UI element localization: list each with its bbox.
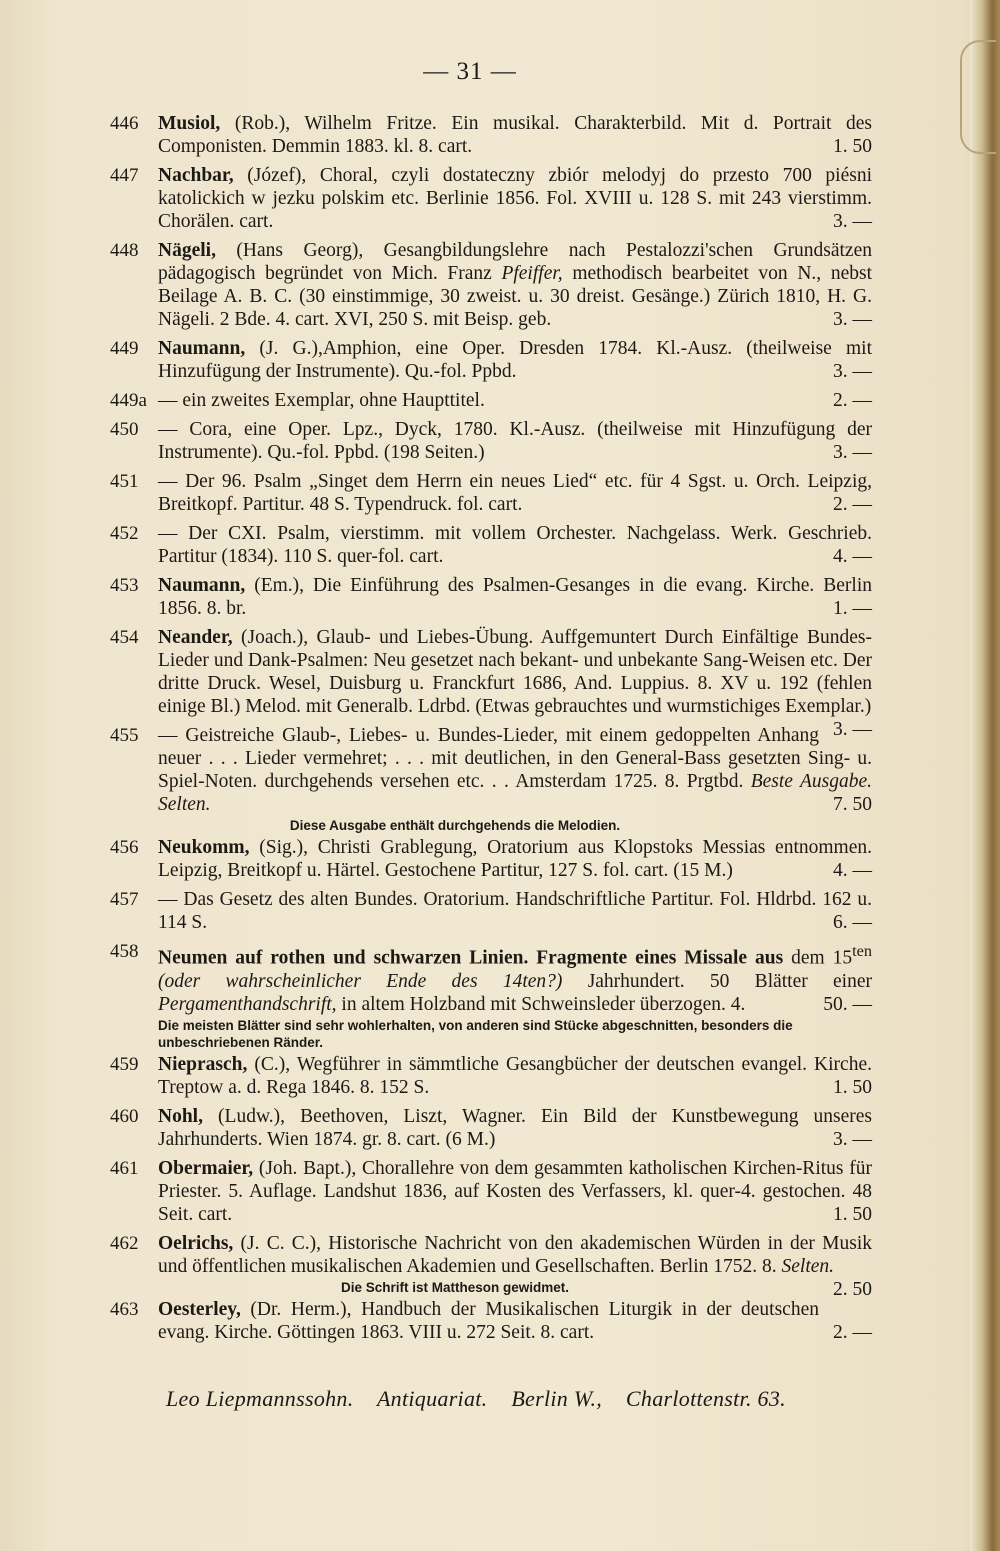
catalog-entry	[110, 724, 872, 834]
entry-note: Diese Ausgabe enthält durchgehends die Melodien.	[289, 818, 621, 833]
entry-number: 463	[110, 1298, 139, 1320]
entry-number: 446	[110, 113, 139, 134]
entry-price: 1. 50	[833, 1076, 872, 1098]
entry-description: — Der CXI. Psalm, vierstimm. mit vollem Orchester. Nachgelass. Werk. Geschrieb. Partitur (1834). 110 S. quer-fol. cart.	[158, 523, 872, 567]
entry-price: 2. —	[833, 390, 872, 411]
catalog-entry	[110, 337, 872, 383]
entry-number: 457	[110, 889, 139, 910]
entry-price: 2. —	[833, 1321, 872, 1343]
entry-description-end: in altem Holzband mit Schweinsleder überzogen. 4.	[336, 993, 746, 1015]
catalog-entry	[110, 389, 872, 412]
entry-price: 2. 50	[833, 1278, 872, 1300]
entry-author: Neander,	[158, 627, 233, 648]
entry-superscript: ten	[852, 942, 872, 960]
entry-description: — Geistreiche Glaub-, Liebes- u. Bundes-Lieder, mit einem gedoppelten Anhang neuer . . . Lieder vermehret; . . . mit deutlichen, in den General-Bass gesetzten Sing- u. Spiel-Noten. durchgehends versehen etc. . . Amsterdam 1725. 8. Prgtbd.	[158, 725, 872, 792]
entry-price: 2. —	[833, 494, 872, 515]
entry-number: 452	[110, 523, 139, 544]
entry-description: (Joh. Bapt.), Chorallehre von dem gesammten katholischen Kirchen-Ritus für Priester. 5. Auflage. Landshut 1836, auf Kosten des Verfassers, kl. quer-4. gestochen. 48 Seit. cart.	[158, 1157, 872, 1225]
entry-note: Die meisten Blätter sind sehr wohlerhalten, von anderen sind Stücke abgeschnitten, besonders die unbeschriebenen Ränder.	[158, 1017, 793, 1050]
entry-author: Neukomm,	[158, 837, 250, 858]
entry-price: 1. —	[833, 598, 872, 619]
entry-price: 7. 50	[833, 794, 872, 815]
entry-number: 461	[110, 1157, 139, 1179]
entry-price: 4. —	[833, 546, 872, 567]
entry-number: 460	[110, 1105, 139, 1127]
entry-price: 3. —	[833, 309, 872, 330]
catalog-entry	[110, 1053, 872, 1099]
entry-description: — ein zweites Exemplar, ohne Haupttitel.	[158, 390, 485, 411]
entry-italic: Pfeiffer,	[501, 263, 563, 284]
entry-price: 3. —	[833, 211, 872, 232]
entry-number: 459	[110, 1053, 139, 1075]
entry-author: Nohl,	[158, 1105, 203, 1127]
catalog-entry	[110, 836, 872, 882]
entry-description: (J. G.),Amphion, eine Oper. Dresden 1784. Kl.-Ausz. (theilweise mit Hinzufügung der Instrumente). Qu.-fol. Ppbd.	[158, 338, 872, 382]
entry-number: 455	[110, 725, 139, 746]
entry-description: — Cora, eine Oper. Lpz., Dyck, 1780. Kl.-Ausz. (theilweise mit Hinzufügung der Instrumente). Qu.-fol. Ppbd. (198 Seiten.)	[158, 419, 872, 463]
entry-author: Nachbar,	[158, 165, 234, 186]
entry-author: Naumann,	[158, 338, 246, 359]
entry-author: Oelrichs,	[158, 1232, 234, 1254]
entry-description-cont: Jahrhundert. 50 Blätter einer	[562, 970, 873, 992]
entry-author: Oesterley,	[158, 1298, 241, 1320]
entry-price: 3. —	[833, 1128, 872, 1150]
entry-description: (Józef), Choral, czyli dostateczny zbiór melodyj do przesto 700 piésni katolickich w jezku polskim etc. Berlinie 1856. Fol. XVIII u. 128 S. mit 243 vierstimm. Chorälen. cart.	[158, 165, 872, 232]
catalog-entry	[110, 470, 872, 516]
entry-number: 453	[110, 575, 139, 596]
entry-description: (Hans Georg), Gesangbildungslehre nach Pestalozzi'schen Grundsätzen pädagogisch begründet von Mich. Franz	[158, 240, 872, 284]
page-edge-fold	[960, 40, 996, 154]
entry-author: Nägeli,	[158, 240, 216, 261]
entry-price: 1. 50	[833, 136, 872, 157]
entry-number: 450	[110, 419, 139, 440]
entry-number: 462	[110, 1232, 139, 1254]
entry-price: 3. —	[833, 361, 872, 382]
footer-city: Berlin W.,	[511, 1386, 603, 1411]
catalog-entry	[110, 418, 872, 464]
catalog-listing	[110, 112, 872, 1350]
entry-author: Obermaier,	[158, 1157, 254, 1179]
entry-number: 447	[110, 165, 139, 186]
catalog-entry	[110, 940, 872, 1051]
entry-description: (Rob.), Wilhelm Fritze. Ein musikal. Charakterbild. Mit d. Portrait des Componisten. Demmin 1883. kl. 8. cart.	[158, 113, 872, 157]
catalog-entry	[110, 574, 872, 620]
entry-description: (Em.), Die Einführung des Psalmen-Gesanges in die evang. Kirche. Berlin 1856. 8. br.	[158, 575, 872, 619]
entry-description: dem 15	[783, 947, 853, 969]
entry-note: Die Schrift ist Mattheson gewidmet.	[340, 1279, 570, 1295]
entry-description: (Joach.), Glaub- und Liebes-Übung. Auffgemuntert Durch Einfältige Bundes-Lieder und Dank-Psalmen: Neu gesetzet nach bekant- und unbekante Sang-Weisen etc. Der dritte Druck. Wesel, Duisburg u. Franckfurt 1686, And. Luppius. 8. XV u. 192 (fehlen einige Bl.) Melod. mit Generalb. Ldrbd. (Etwas gebrauchtes und wurmstichiges Exemplar.)	[158, 627, 872, 717]
footer-address: Charlottenstr. 63.	[625, 1386, 786, 1411]
catalog-entry	[110, 1232, 872, 1300]
catalog-entry	[110, 239, 872, 331]
entry-author: Naumann,	[158, 575, 246, 596]
entry-description: (Ludw.), Beethoven, Liszt, Wagner. Ein Bild der Kunstbewegung unseres Jahrhunderts. Wien 1874. gr. 8. cart. (6 M.)	[158, 1105, 872, 1150]
entry-price: 1. 50	[833, 1203, 872, 1225]
entry-description: — Der 96. Psalm „Singet dem Herrn ein neues Lied“ etc. für 4 Sgst. u. Orch. Leipzig, Breitkopf. Partitur. 48 S. Typendruck. fol. cart.	[158, 471, 872, 515]
catalog-entry	[110, 1298, 872, 1344]
entry-author: Musiol,	[158, 113, 221, 134]
entry-italic-2: Pergamenthandschrift,	[158, 993, 337, 1015]
page-number: — 31 —	[423, 58, 517, 85]
entry-number: 456	[110, 837, 139, 858]
catalog-entry	[110, 1105, 872, 1151]
entry-author: Nieprasch,	[158, 1053, 248, 1075]
footer-type: Antiquariat.	[376, 1386, 488, 1411]
entry-number: 451	[110, 471, 139, 492]
page-edge	[970, 0, 1000, 1551]
entry-description: (Dr. Herm.), Handbuch der Musikalischen Liturgik in der deutschen evang. Kirche. Göttingen 1863. VIII u. 272 Seit. 8. cart.	[158, 1298, 819, 1343]
entry-description: (C.), Wegführer in sämmtliche Gesangbücher der deutschen evangel. Kirche. Treptow a. d. Rega 1846. 8. 152 S.	[158, 1053, 872, 1098]
entry-description: — Das Gesetz des alten Bundes. Oratorium. Handschriftliche Partitur. Fol. Hldrbd. 162 u. 114 S.	[158, 889, 872, 933]
entry-number: 449a	[110, 390, 147, 411]
entry-number: 454	[110, 627, 139, 648]
entry-number: 448	[110, 240, 139, 261]
entry-description: (J. C. C.), Historische Nachricht von den akademischen Würden in der Musik und öffentlichen musikalischen Akademien und Gesellschaften. Berlin 1752. 8.	[158, 1232, 872, 1277]
entry-description: (Sig.), Christi Grablegung, Oratorium aus Klopstoks Messias entnommen. Leipzig, Breitkopf u. Härtel. Gestochene Partitur, 127 S. fol. cart. (15 M.)	[158, 837, 872, 881]
entry-price: 3. —	[833, 442, 872, 463]
entry-price: 6. —	[833, 912, 872, 933]
entry-italic: (oder wahrscheinlicher Ende des 14ten?)	[158, 970, 563, 992]
entry-italic: Beste Ausgabe. Selten.	[158, 771, 872, 815]
catalog-entry	[110, 888, 872, 934]
publisher-footer	[166, 1386, 866, 1412]
catalog-entry	[110, 1157, 872, 1226]
catalog-entry	[110, 164, 872, 233]
entry-description-cont: methodisch bearbeitet von N., nebst Beilage A. B. C. (30 einstimmige, 30 zweist. u. 30 dreist. Gesänge.) Zürich 1810, H. G. Nägeli. 2 Bde. 4. cart. XVI, 250 S. mit Beisp. geb.	[158, 263, 872, 330]
entry-price: 4. —	[833, 860, 872, 881]
entry-author: Neumen auf rothen und schwarzen Linien. Fragmente eines Missale aus	[158, 947, 784, 969]
entry-price: 50. —	[823, 993, 872, 1015]
entry-number: 449	[110, 338, 139, 359]
entry-number: 458	[110, 941, 139, 962]
footer-publisher: Leo Liepmannssohn.	[166, 1386, 354, 1411]
catalog-entry	[110, 522, 872, 568]
catalog-entry	[110, 112, 872, 158]
entry-price: 3. —	[833, 719, 872, 740]
entry-italic: Selten.	[781, 1255, 835, 1277]
